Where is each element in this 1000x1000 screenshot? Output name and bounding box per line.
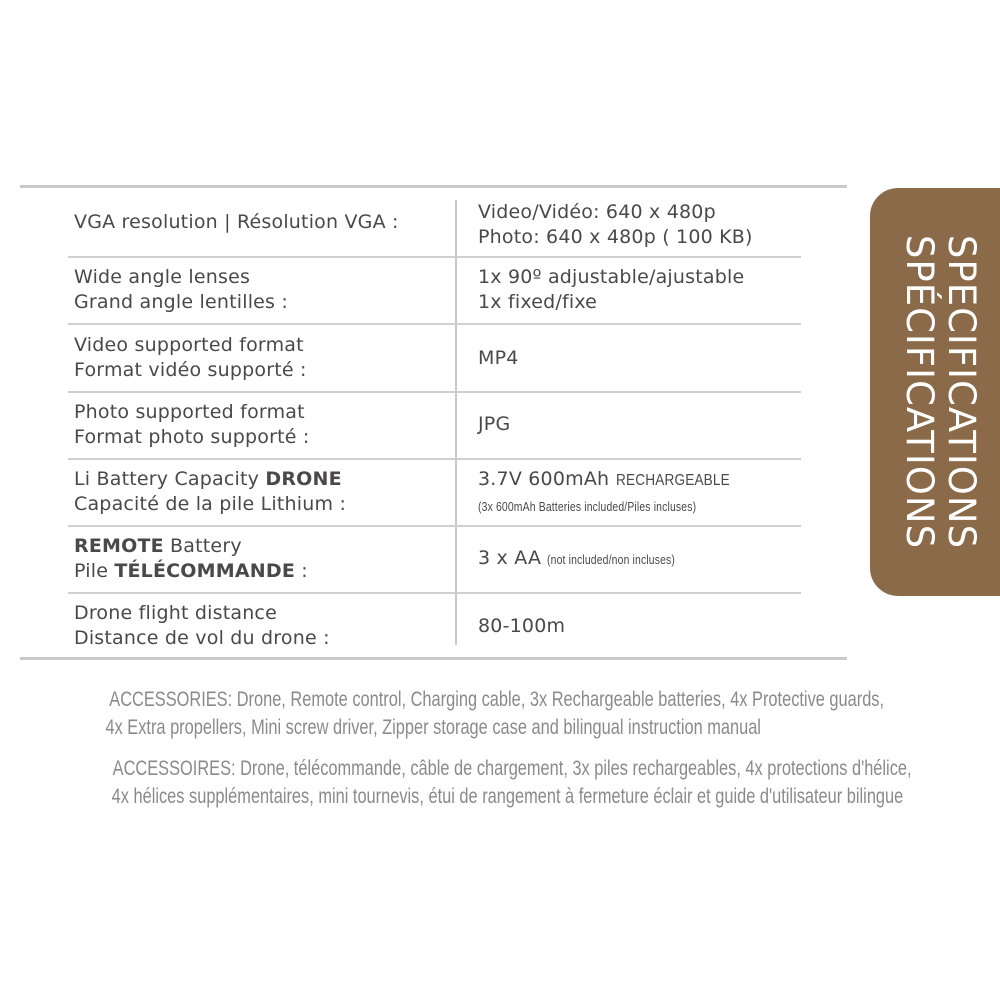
battery-label-drone: DRONE — [265, 468, 342, 490]
accessories-fr-line2-text: 4x hélices supplémentaires, mini tournevis, étui de rangement à fermeture éclair et guide d'utilisateur bilingue — [111, 785, 904, 808]
remote-label-text: Battery — [163, 535, 242, 557]
spec-label-video-format-en: Video supported format — [74, 334, 304, 356]
spec-label-distance-fr: Distance de vol du drone : — [74, 627, 330, 649]
spec-value-lenses-1: 1x 90º adjustable/ajustable — [478, 266, 745, 288]
accessories-fr-line2 — [0, 783, 904, 811]
spec-value-vga-video: Video/Vidéo: 640 x 480p — [478, 201, 716, 223]
row-separator — [68, 323, 801, 325]
spec-value-lenses-2: 1x fixed/fixe — [478, 291, 598, 313]
remote-value-note: (not included/non incluses) — [547, 552, 676, 567]
row-separator — [68, 391, 801, 393]
remote-label-bold: REMOTE — [74, 535, 164, 557]
spec-label-distance-en: Drone flight distance — [74, 602, 277, 624]
spec-label-remote-fr — [74, 559, 308, 584]
table-top-rule — [20, 185, 847, 188]
battery-value-rechargeable: RECHARGEABLE — [615, 472, 730, 489]
spec-label-vga: VGA resolution | Résolution VGA : — [74, 211, 399, 233]
battery-label-text: Li Battery Capacity — [74, 468, 266, 490]
remote-value-text: 3 x AA — [478, 547, 548, 569]
accessories-fr-line1-text: ACCESSOIRES: Drone, télécommande, câble de chargement, 3x piles rechargeables, 4x protections d'hélice, — [112, 757, 912, 780]
table-bottom-rule — [20, 657, 847, 660]
row-separator — [68, 525, 801, 527]
specifications-tab-title — [898, 202, 982, 582]
spec-label-lenses-en: Wide angle lenses — [74, 266, 251, 288]
accessories-en-line1-text: ACCESSORIES: Drone, Remote control, Charging cable, 3x Rechargeable batteries, 4x Protective guards, — [109, 688, 885, 711]
spec-label-battery-fr: Capacité de la pile Lithium : — [74, 493, 347, 515]
spec-value-remote — [478, 546, 707, 572]
spec-label-battery-en — [74, 467, 342, 492]
accessories-fr-line1 — [0, 755, 912, 783]
spec-label-lenses-fr: Grand angle lentilles : — [74, 291, 288, 313]
spec-label-photo-format-en: Photo supported format — [74, 401, 305, 423]
tab-title-fr: SPÉCIFICATIONS — [898, 234, 941, 550]
tab-title-en: SPECIFICATIONS — [940, 234, 983, 550]
spec-value-vga-photo: Photo: 640 x 480p ( 100 KB) — [478, 226, 753, 248]
spec-value-video-format: MP4 — [478, 347, 519, 369]
remote-label-fr-bold: TÉLÉCOMMANDE — [114, 560, 296, 582]
battery-note-text: (3x 600mAh Batteries included/Piles incluses) — [478, 499, 697, 514]
spec-label-video-format-fr: Format vidéo supporté : — [74, 359, 307, 381]
remote-label-fr-text: Pile — [74, 560, 115, 582]
row-separator — [68, 458, 801, 460]
spec-value-distance: 80-100m — [478, 615, 566, 637]
spec-value-photo-format: JPG — [478, 413, 511, 435]
spec-label-photo-format-fr: Format photo supporté : — [74, 426, 310, 448]
spec-value-battery — [478, 467, 750, 493]
row-separator — [68, 256, 801, 258]
accessories-en-line1 — [0, 686, 885, 714]
column-divider — [455, 200, 457, 645]
battery-value-text: 3.7V 600mAh — [478, 468, 616, 490]
spec-value-battery-note — [478, 493, 751, 519]
row-separator — [68, 592, 801, 594]
accessories-en-line2 — [0, 714, 866, 742]
accessories-en-line2-text: 4x Extra propellers, Mini screw driver, Zipper storage case and bilingual instruction manual — [105, 716, 761, 739]
spec-label-remote-en — [74, 534, 242, 559]
remote-label-fr-colon: : — [295, 560, 308, 582]
